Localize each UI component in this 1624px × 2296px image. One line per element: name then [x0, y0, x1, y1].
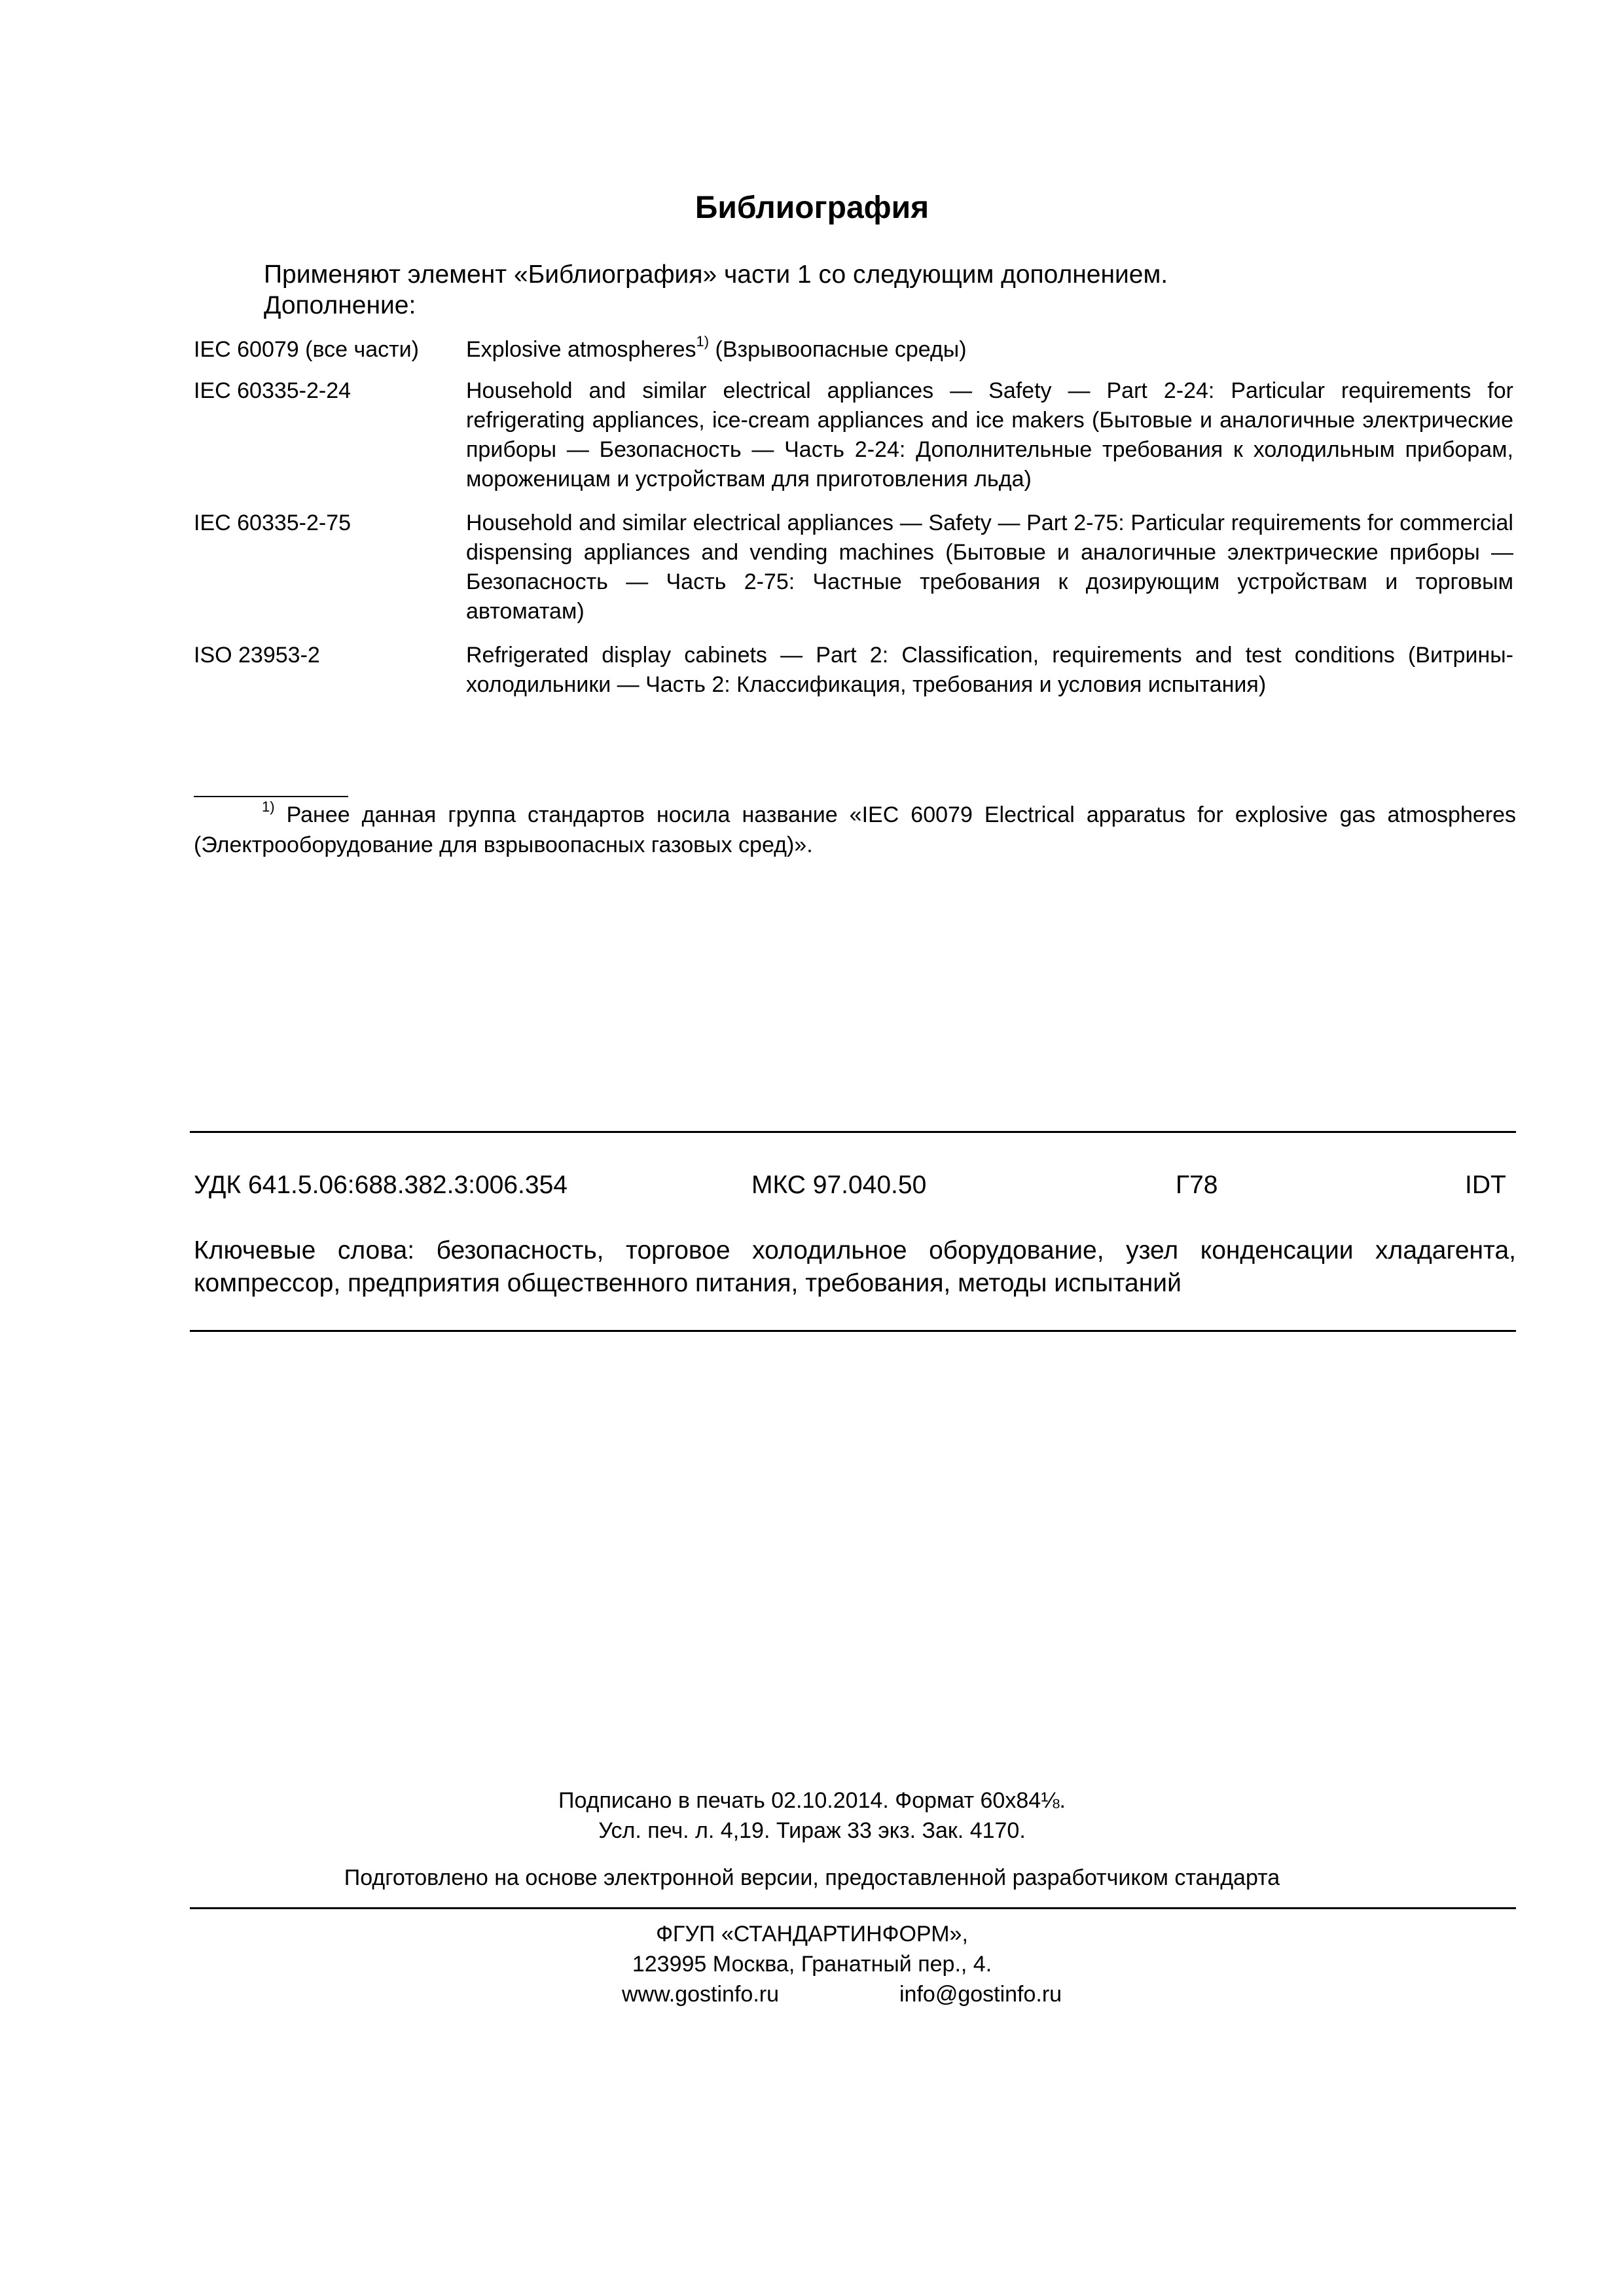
mks-code: МКС 97.040.50 [751, 1171, 927, 1199]
bibliography-entry [194, 335, 1516, 365]
prepared-note: Подготовлено на основе электронной версии, предоставленной разработчиком стандарта [344, 1865, 1280, 1890]
publisher-address: 123995 Москва, Гранатный пер., 4. [632, 1952, 992, 1977]
email-link[interactable]: info@gostinfo.ru [899, 1982, 1062, 2007]
bibliography-entry [194, 376, 1516, 494]
keywords: Ключевые слова: безопасность, торговое холодильное оборудование, узел конденсации хладагента, компрессор, предприятия общественного питания, требования, методы испытаний [194, 1236, 1516, 1297]
entry-description: Household and similar electrical appliances — Safety — Part 2-24: Particular requirements for refrigerating appliances, ice-cream appliances and ice makers (Бытовые и аналогичные электрические приборы — Безопасность — Часть 2-24: Дополнительные требования к холодильным приборам, мороженицам и устройствам для приготовления льда) [466, 378, 1513, 492]
group-code: Г78 [1176, 1171, 1218, 1199]
entry-code: IEC 60335-2-75 [194, 511, 352, 535]
entry-code: IEC 60335-2-24 [194, 378, 352, 403]
print-sheets: Усл. печ. л. 4,19. Тираж 33 экз. Зак. 4170. [598, 1818, 1026, 1843]
entry-description: Refrigerated display cabinets — Part 2: Classification, requirements and test conditions (Витрины-холодильники — Часть 2: Классификация, требования и условия испытания) [466, 643, 1513, 697]
bibliography-title: Библиография [695, 190, 929, 225]
footnote [194, 800, 1516, 860]
entry-code: ISO 23953-2 [194, 643, 320, 668]
divider-imprint [190, 1907, 1516, 1909]
footnote-number: 1) [262, 798, 275, 815]
footnote-marker[interactable]: 1) [696, 333, 710, 350]
signed-for-print: Подписано в печать 02.10.2014. Формат 60x84⅛. [558, 1788, 1066, 1813]
idt-code: IDT [1465, 1171, 1506, 1199]
footnote-text: Ранее данная группа стандартов носила название «IEC 60079 Electrical apparatus for explosive gas atmospheres (Электрооборудование для взрывоопасных газовых сред)». [194, 802, 1516, 857]
divider-bottom [190, 1330, 1516, 1332]
publisher-name: ФГУП «СТАНДАРТИНФОРМ», [656, 1922, 968, 1946]
bibliography-list [194, 335, 1516, 700]
intro-line: Применяют элемент «Библиография» части 1 со следующим дополнением. [264, 260, 1168, 289]
entry-code: IEC 60079 (все части) [194, 337, 419, 362]
bibliography-entry [194, 509, 1516, 626]
footnote-separator [194, 796, 348, 797]
divider-top [190, 1131, 1516, 1133]
entry-title: Explosive atmospheres [466, 337, 696, 362]
entry-description: Household and similar electrical appliances — Safety — Part 2-75: Particular requirements for commercial dispensing appliances and vending machines (Бытовые и аналогичные электрические приборы — Безопасность — Часть 2-75: Частные требования к дозирующим устройствам и торговым автоматам) [466, 511, 1513, 624]
website-link[interactable]: www.gostinfo.ru [622, 1982, 779, 2007]
intro-addendum-label: Дополнение: [264, 291, 416, 319]
bibliography-intro [264, 259, 1507, 321]
entry-description [466, 335, 1513, 365]
udk-code: УДК 641.5.06:688.382.3:006.354 [194, 1171, 568, 1199]
entry-translation: (Взрывоопасные среды) [709, 337, 967, 362]
bibliography-entry [194, 641, 1516, 700]
